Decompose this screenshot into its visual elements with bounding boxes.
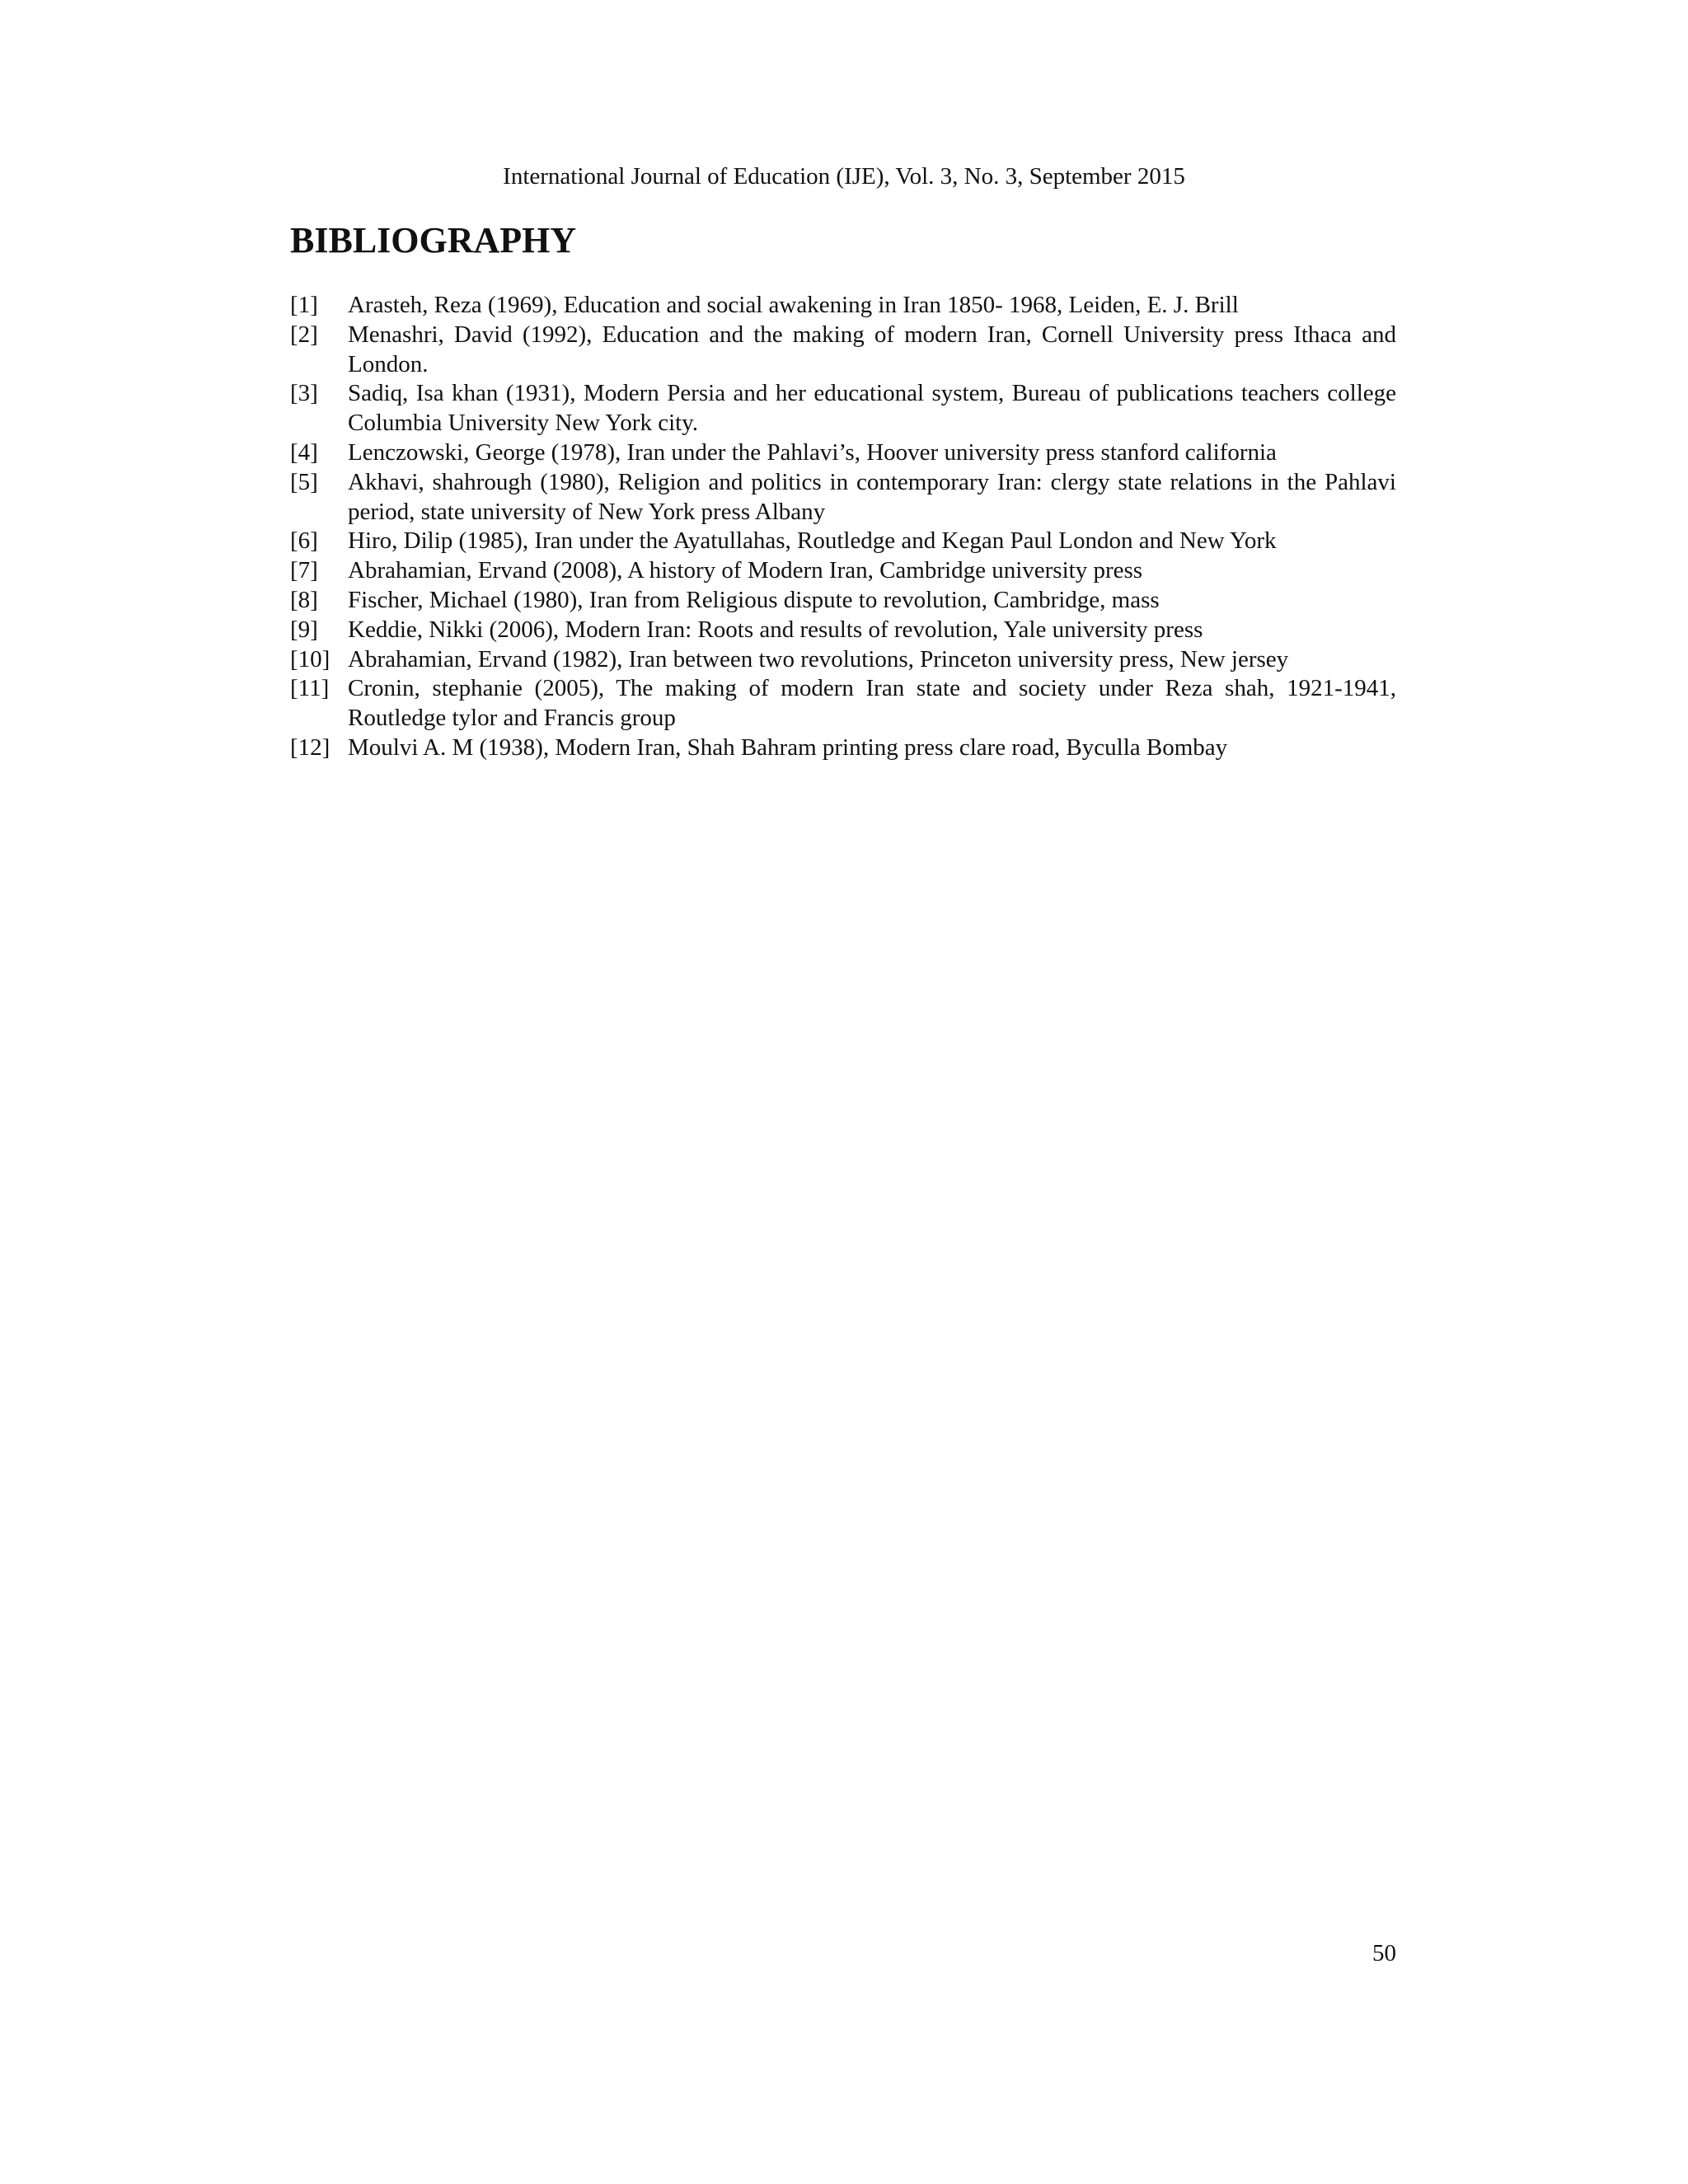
reference-text: Fischer, Michael (1980), Iran from Religious dispute to revolution, Cambridge, mass: [348, 586, 1160, 613]
reference-number: [4]: [290, 438, 318, 466]
reference-list: [290, 291, 1396, 763]
reference-number: [2]: [290, 321, 318, 348]
reference-text: Hiro, Dilip (1985), Iran under the Ayatullahas, Routledge and Kegan Paul London and New York: [348, 527, 1277, 555]
reference-number: [8]: [290, 586, 318, 613]
reference-item: [290, 321, 1396, 380]
reference-text: Keddie, Nikki (2006), Modern Iran: Roots and results of revolution, Yale university press: [348, 616, 1203, 643]
reference-text: Lenczowski, George (1978), Iran under the Pahlavi’s, Hoover university press stanford california: [348, 438, 1277, 466]
reference-item: [290, 616, 1396, 645]
reference-text: Cronin, stephanie (2005), The making of modern Iran state and society under Reza shah, 1921-1941, Routledge tylor and Francis group: [348, 675, 1396, 732]
reference-item: [290, 291, 1396, 321]
reference-item: [290, 733, 1396, 763]
reference-item: [290, 438, 1396, 468]
reference-text: Abrahamian, Ervand (1982), Iran between two revolutions, Princeton university press, New jersey: [348, 645, 1289, 673]
reference-number: [9]: [290, 616, 318, 643]
reference-item: [290, 674, 1396, 733]
reference-text: Sadiq, Isa khan (1931), Modern Persia and her educational system, Bureau of publications teachers college Columbia University New York city.: [348, 380, 1396, 437]
running-header: International Journal of Education (IJE), Vol. 3, No. 3, September 2015: [503, 163, 1185, 190]
reference-number: [1]: [290, 292, 318, 318]
reference-number: [11]: [290, 675, 330, 702]
reference-number: [3]: [290, 380, 318, 407]
reference-text: Akhavi, shahrough (1980), Religion and politics in contemporary Iran: clergy state relations in the Pahlavi period, state university of New York press Albany: [348, 468, 1396, 525]
section-heading: BIBLIOGRAPHY: [290, 220, 577, 260]
reference-text: Arasteh, Reza (1969), Education and social awakening in Iran 1850- 1968, Leiden, E. J. Brill: [348, 292, 1239, 318]
reference-number: [7]: [290, 557, 318, 584]
page-number: 50: [1372, 1940, 1396, 1966]
reference-text: Moulvi A. M (1938), Modern Iran, Shah Bahram printing press clare road, Byculla Bombay: [348, 733, 1228, 761]
reference-number: [5]: [290, 468, 318, 495]
reference-item: [290, 379, 1396, 438]
reference-text: Menashri, David (1992), Education and the making of modern Iran, Cornell University press Ithaca and London.: [348, 321, 1396, 377]
reference-number: [12]: [290, 733, 331, 761]
reference-item: [290, 586, 1396, 616]
reference-item: [290, 468, 1396, 527]
reference-number: [10]: [290, 645, 331, 673]
reference-item: [290, 645, 1396, 675]
reference-text: Abrahamian, Ervand (2008), A history of Modern Iran, Cambridge university press: [348, 557, 1143, 584]
reference-item: [290, 556, 1396, 586]
reference-item: [290, 527, 1396, 556]
reference-number: [6]: [290, 527, 318, 555]
